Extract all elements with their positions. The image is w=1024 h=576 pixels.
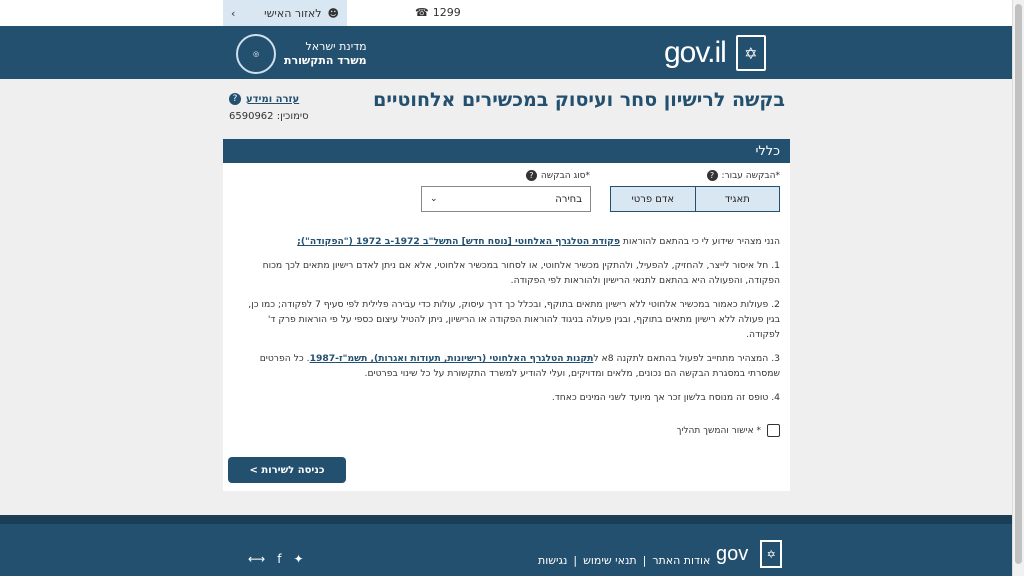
ministry-logo[interactable] [236, 34, 367, 74]
clause-3 [232, 351, 780, 381]
intro-paragraph [232, 234, 780, 249]
footer-logo-text: gov [716, 542, 749, 565]
clause-3-pre: 3. המצהיר מתחייב לפעול בהתאם לתקנה 8א ל [593, 353, 780, 364]
reference-number: סימוכין: 6590962 [229, 111, 309, 122]
personal-area-label: לאזור האישי [264, 6, 322, 20]
declaration-text [232, 234, 780, 414]
clause-3-post: . כל הפרטים שמסרתי במסגרת הבקשה הם נכונים, מלאים ומדויקים, ועלי להודיע למשרד התקשורת על כל שינוי בפרטים. [259, 353, 780, 379]
request-type-label-text: *סוג הבקשה [540, 170, 590, 181]
site-footer [0, 515, 1012, 576]
footer-link-accessibility[interactable]: נגישות [538, 554, 568, 567]
request-type-value: בחירה [555, 193, 582, 205]
consent-label: * אישור והמשך תהליך [676, 425, 761, 436]
personal-area-link[interactable] [223, 0, 347, 26]
question-icon: ? [229, 93, 241, 105]
ordinance-link[interactable]: פקודת הטלגרף האלחוטי [נוסח חדש] התשל"ב 1972-ב 1972 ("הפקודה"); [297, 236, 620, 247]
consent-checkbox-row[interactable] [677, 424, 780, 437]
social-links [248, 552, 304, 566]
govil-logo-text: gov.il [664, 36, 726, 69]
request-for-label-text: *הבקשה עבור: [721, 170, 780, 181]
facebook-icon[interactable]: f [277, 552, 282, 566]
top-bar [0, 0, 1012, 26]
phone-icon: ☎ [415, 6, 429, 19]
general-section-card [223, 139, 790, 491]
phone-label: 1299 [432, 6, 461, 19]
clause-4: 4. טופס זה מנוסח בלשון זכר אך מיועד לשני המינים כאחד. [551, 392, 780, 403]
question-icon[interactable]: ? [526, 170, 537, 181]
section-title: כללי [223, 139, 790, 163]
footer-logo[interactable] [716, 540, 782, 568]
footer-link-terms[interactable]: תנאי שימוש [583, 554, 637, 567]
footer-link-about[interactable]: אודות האתר [652, 554, 711, 567]
request-for-toggle[interactable] [610, 186, 780, 212]
help-link[interactable] [229, 93, 299, 105]
chevron-down-icon: ⌄ [430, 194, 438, 204]
footer-links: אודות האתר | תנאי שימוש | נגישות [538, 554, 711, 567]
regulations-link[interactable]: תקנות הטלגרף האלחוטי (רישיונות, תעודות ואגרות), תשמ"ז-1987 [309, 353, 594, 364]
ministry-emblem-icon: ◎ [236, 34, 276, 74]
scrollbar-thumb[interactable] [1015, 4, 1022, 564]
option-private-person[interactable]: אדם פרטי [610, 186, 695, 212]
govil-logo[interactable] [664, 34, 766, 72]
option-corporation[interactable]: תאגיד [695, 186, 781, 212]
request-type-select[interactable] [421, 186, 591, 212]
twitter-icon[interactable]: ✦ [293, 552, 304, 566]
state-emblem-icon: ✡ [736, 35, 766, 71]
site-header [0, 26, 1012, 79]
request-type-label [526, 170, 590, 181]
request-for-label [707, 170, 781, 181]
consent-checkbox[interactable] [767, 424, 780, 437]
clause-1: 1. חל איסור לייצר, להחזיק, להפעיל, ולהתקין מכשיר אלחוטי, או לסחור במכשיר אלחוטי, אלא אם ניתן לאדם רישיון מתאים לכך מכוח הפקודה, והפעולה היא בהתאם לתנאי הרישיון ולהוראות לפי הפקודה. [262, 260, 780, 286]
clause-2: 2. פעולות כאמור במכשיר אלחוטי ללא רישיון מתאים בתוקף, ובכלל כך דרך עיסוק, עולות כדי עבירה פלילית לפי סעיף 7 לפקודה; כמו כן, בגין פעולה ללא רישיון מתאים בתוקף, ובגין פעולה בניגוד להוראות הפקודה או הרישיון, ניתן להטיל עיצום כספי על פי הוראות פרק ד' לפקודה. [248, 299, 780, 340]
question-icon[interactable]: ? [707, 170, 718, 181]
help-link-label[interactable]: עזרה ומידע [246, 93, 300, 105]
chevron-right-icon: › [231, 6, 236, 20]
title-area [223, 85, 790, 135]
footer-emblem-icon: ✡ [760, 540, 782, 568]
scrollbar[interactable] [1012, 0, 1024, 576]
share-icon[interactable]: ⟷ [248, 552, 266, 566]
page-title: בקשה לרישיון סחר ועיסוק במכשירים אלחוטיים [373, 89, 785, 111]
ministry-line2: משרד התקשורת [284, 54, 367, 67]
ministry-line1: מדינת ישראל [305, 40, 367, 53]
phone-number[interactable] [415, 6, 461, 19]
intro-text: הנני מצהיר שידוע לי כי בהתאם להוראות [622, 236, 780, 247]
enter-service-button[interactable]: כניסה לשירות > [228, 457, 346, 483]
user-icon: ☻ [327, 6, 339, 20]
